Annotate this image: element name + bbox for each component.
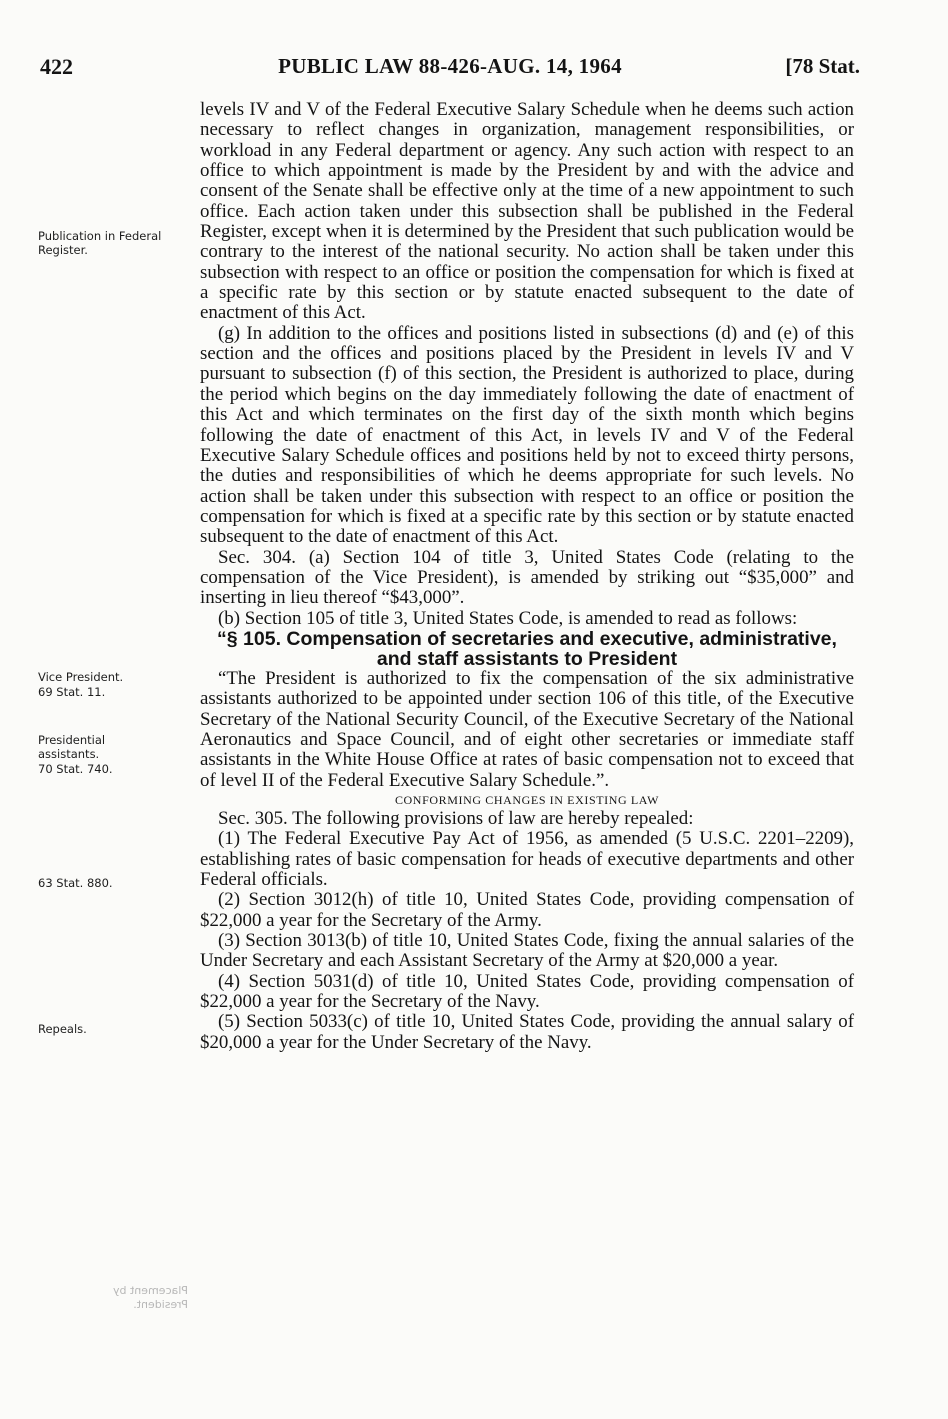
repeal-item-1: (1) The Federal Executive Pay Act of 1956, as amended (5 U.S.C. 2201–2209), establishing rates of basic compensation for heads of executive departments and other Federal officials. xyxy=(200,828,854,891)
margin-note-publication: Publication in Federal Register. xyxy=(38,229,162,257)
section-105-heading: “§ 105. Compensation of secretaries and executive, administrative, and staff assistants to President xyxy=(217,627,837,670)
margin-note-vice-president: Vice President. xyxy=(38,670,124,684)
paragraph-sec-304b: (b) Section 105 of title 3, United States Code, is amended to read as follows: xyxy=(218,607,798,629)
repeal-item-5: (5) Section 5033(c) of title 10, United States Code, providing the annual salary of $20,000 a year for the Under Secretary of the Navy. xyxy=(200,1011,854,1053)
bleed-through-text: Placement by President. xyxy=(112,1284,188,1311)
paragraph-sec-304a: Sec. 304. (a) Section 104 of title 3, United States Code (relating to the compensation of the Vice President), is amended by striking out “$35,000” and inserting in lieu thereof “$43,000”. xyxy=(200,546,854,609)
repeal-item-4: (4) Section 5031(d) of title 10, United States Code, providing compensation of $22,000 a year for the Secretary of the Navy. xyxy=(200,970,854,1013)
paragraph-section-105: “The President is authorized to fix the compensation of the six administrative assistants authorized to be appointed under section 106 of this title, of the Executive Secretary of the National Security Council, of the Executive Secretary of the National Aeronautics and Space Council, and of eight other secretaries or immediate staff assistants in the White House Office at rates of basic compensation not to exceed that of level II of the Federal Executive Salary Schedule.”. xyxy=(200,667,854,791)
margin-note-presidential-assistants-stat: 70 Stat. 740. xyxy=(38,762,113,776)
paragraph-subsection-g: (g) In addition to the offices and positions listed in subsections (d) and (e) of this section and the offices and positions placed by the President in levels IV and V pursuant to subsection (f) of this section, the President is authorized to place, during the period which begins on the day immediately following the date of enactment of this Act and which terminates on the first day of the sixth month which begins following the date of enactment of this Act, in levels IV and V of the Federal Executive Salary Schedule offices and positions held by not to exceed thirty persons, the duties and responsibilities of which he deems appropriate for such levels. No action shall be taken under this subsection with respect to an office or position the compensation for which is fixed at a specific rate by this section or by statute enacted subsequent to the date of enactment of this Act. xyxy=(200,322,854,548)
page-header xyxy=(40,54,860,84)
margin-note-repeals: Repeals. xyxy=(38,1022,87,1036)
margin-note-63-stat: 63 Stat. 880. xyxy=(38,876,113,890)
repeal-item-3: (3) Section 3013(b) of title 10, United States Code, fixing the annual salaries of the Under Secretary and each Assistant Secretary of the Army at $20,000 a year. xyxy=(200,930,854,972)
repeal-item-2: (2) Section 3012(h) of title 10, United States Code, providing compensation of $22,000 a year for the Secretary of the Army. xyxy=(200,889,854,931)
document-body xyxy=(200,100,854,1053)
paragraph-sec-305: Sec. 305. The following provisions of law are hereby repealed: xyxy=(218,808,694,829)
margin-note-vice-president-stat: 69 Stat. 11. xyxy=(38,685,106,699)
statute-reference: [78 Stat. xyxy=(785,54,860,78)
page-number: 422 xyxy=(40,54,73,79)
conforming-changes-heading: CONFORMING CHANGES IN EXISTING LAW xyxy=(394,793,660,807)
paragraph-continuation: levels IV and V of the Federal Executive Salary Schedule when he deems such action necessary to reflect changes in organization, management responsibilities, or workload in any Federal department or agency. Any such action with respect to an office to which appointment is made by the President by and with the advice and consent of the Senate shall be effective only at the time of a new appointment to such office. Each action taken under this subsection shall be published in the Federal Register, except when it is determined by the President that such publication would be contrary to the interest of the national security. No action shall be taken under this subsection with respect to an office or position the compensation for which is fixed at a specific rate by this section or by statute enacted subsequent to the date of enactment of this Act. xyxy=(200,99,854,324)
margin-note-presidential-assistants: Presidential assistants. xyxy=(38,733,106,761)
page-title: PUBLIC LAW 88-426-AUG. 14, 1964 xyxy=(278,54,622,78)
